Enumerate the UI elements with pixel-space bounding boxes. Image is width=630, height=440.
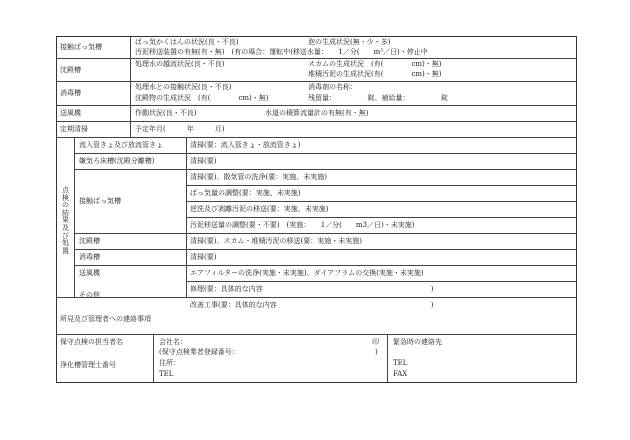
row-divider — [186, 217, 576, 218]
registration-close: ) — [375, 348, 378, 356]
row-label-cleaning: 定期清掃 — [60, 125, 88, 133]
row-divider — [74, 249, 576, 250]
side-label-char: 点 — [62, 186, 69, 194]
contact-measure-4: 汚泥移送量の調整(要・不要) (実施： 1／分( m3／日)・未実施) — [190, 221, 415, 229]
overflow-status: 処理水の越流状況(良・不良) — [135, 60, 225, 68]
row-label-blower: 送風機 — [60, 109, 81, 117]
foam-status: 泡の生成状況(無・少・多) — [308, 38, 391, 46]
column-divider — [130, 37, 131, 137]
row-divider — [57, 58, 576, 59]
row-divider — [57, 334, 576, 335]
precipitate-status: 沈殿物の生成状況 (有( cm)・無) — [135, 94, 269, 102]
contact-measure-3: 逆洗及び剥離汚泥の移送(要：実施、未実施) — [190, 205, 329, 213]
contact-tank-label: 接触ばっ気槽 — [79, 197, 121, 205]
side-label-char: 結 — [62, 208, 69, 217]
blower-measure-label: 送風機 — [79, 269, 100, 277]
improvement-value: 改善工事(要：具体的な内容 ) — [190, 301, 434, 309]
row-divider — [57, 137, 576, 138]
row-divider — [186, 185, 576, 186]
row-divider — [57, 121, 576, 122]
inspection-record-form — [56, 36, 577, 383]
dis-tank-value: 清掃(要) — [190, 253, 217, 261]
sed-tank-value: 清掃(要)、スカム・堆積汚泥の移送(要：実施・未実施) — [190, 237, 362, 245]
side-label-char: び — [62, 231, 69, 240]
sludge-transfer-status: 汚泥移送装置の有無(有・無) (有の場合：運転中(移送水量： 1／分( m³／日)・停止中 — [135, 48, 428, 56]
side-label-char: 処 — [62, 239, 69, 248]
sed-tank-label: 沈殿槽 — [79, 237, 100, 245]
row-divider — [74, 153, 576, 154]
flow-meter-status: 水道の積算流量計の有無(有・無) — [265, 109, 369, 117]
manager-number-label: 浄化槽管理士番号 — [60, 361, 116, 369]
contact-measure-2: ばっ気量の調整(要：実施、未実施) — [190, 189, 301, 197]
scum-status: スカムの生成状況 (有( cm)・無) — [308, 60, 442, 68]
anaerobic-label: 嫌気ろ床槽(沈殿分離槽) — [79, 157, 155, 165]
residual-amount: 残留量： 錠、補給量： 錠 — [308, 94, 448, 102]
side-label-char: 置 — [62, 246, 69, 255]
column-divider — [74, 137, 75, 297]
anaerobic-value: 清掃(要) — [190, 157, 217, 165]
row-divider — [74, 265, 576, 266]
row-divider — [57, 105, 576, 106]
row-divider — [74, 169, 576, 170]
emergency-fax: FAX — [393, 370, 408, 378]
sediment-status: 堆積汚泥の生成状況(有( cm)・無) — [308, 70, 442, 78]
contact-status: 処理水との接触状況(良・不良) — [135, 83, 232, 91]
contact-measure-1: 清掃(要)、散気管の洗浄(要：実施、未実施) — [190, 173, 327, 181]
side-label-char: 果 — [62, 216, 69, 225]
blower-status: 作動状況(良・不良) — [135, 109, 197, 117]
side-label-char: 及 — [62, 223, 69, 232]
cleaning-schedule: 予定年月( 年 月) — [135, 125, 225, 133]
aeration-status: ばっ気かくはんの状況(良・不良) — [135, 38, 239, 46]
column-divider — [153, 334, 154, 382]
registration-number: (保守点検業者登録番号： — [159, 348, 239, 356]
side-label-char: の — [62, 201, 69, 210]
measures-side-label — [61, 187, 70, 255]
column-divider — [387, 334, 388, 382]
blower-measure-value: エアフィルターの洗浄(実施・未実施)、ダイアフラムの交換(実施・未実施) — [190, 269, 424, 277]
inflow-label: 流入管きょ及び放流管きょ — [79, 141, 163, 149]
dis-tank-label: 消毒槽 — [79, 253, 100, 261]
company-name: 会社名： — [159, 338, 187, 346]
column-divider — [186, 137, 187, 297]
tel: TEL — [159, 370, 174, 378]
repair-value: 修理(要：具体的な内容 ) — [190, 285, 434, 293]
row-label-sedimentation: 沈殿槽 — [60, 66, 81, 74]
address: 住所： — [159, 359, 180, 367]
row-label-disinfection: 消毒槽 — [60, 89, 81, 97]
row-divider — [57, 81, 576, 82]
row-divider — [74, 233, 576, 234]
emergency-contact-label: 緊急時の連絡先 — [393, 338, 442, 346]
other-label: その他 — [79, 291, 100, 299]
row-label-aeration: 接触ばっ気槽 — [60, 43, 102, 51]
notes-label: 所見及び管理者への連絡事項 — [60, 315, 151, 323]
seal-mark: 印 — [372, 338, 379, 346]
row-divider — [186, 281, 576, 282]
inspector-label: 保守点検の担当者名 — [60, 338, 123, 346]
emergency-tel: TEL — [393, 359, 408, 367]
row-divider — [186, 201, 576, 202]
side-label-char: 検 — [62, 193, 69, 202]
disinfectant-name: 消毒剤の名称： — [308, 83, 357, 91]
row-divider — [57, 297, 576, 298]
inflow-value: 清掃(要：流入管きょ・放流管きょ) — [190, 141, 301, 149]
